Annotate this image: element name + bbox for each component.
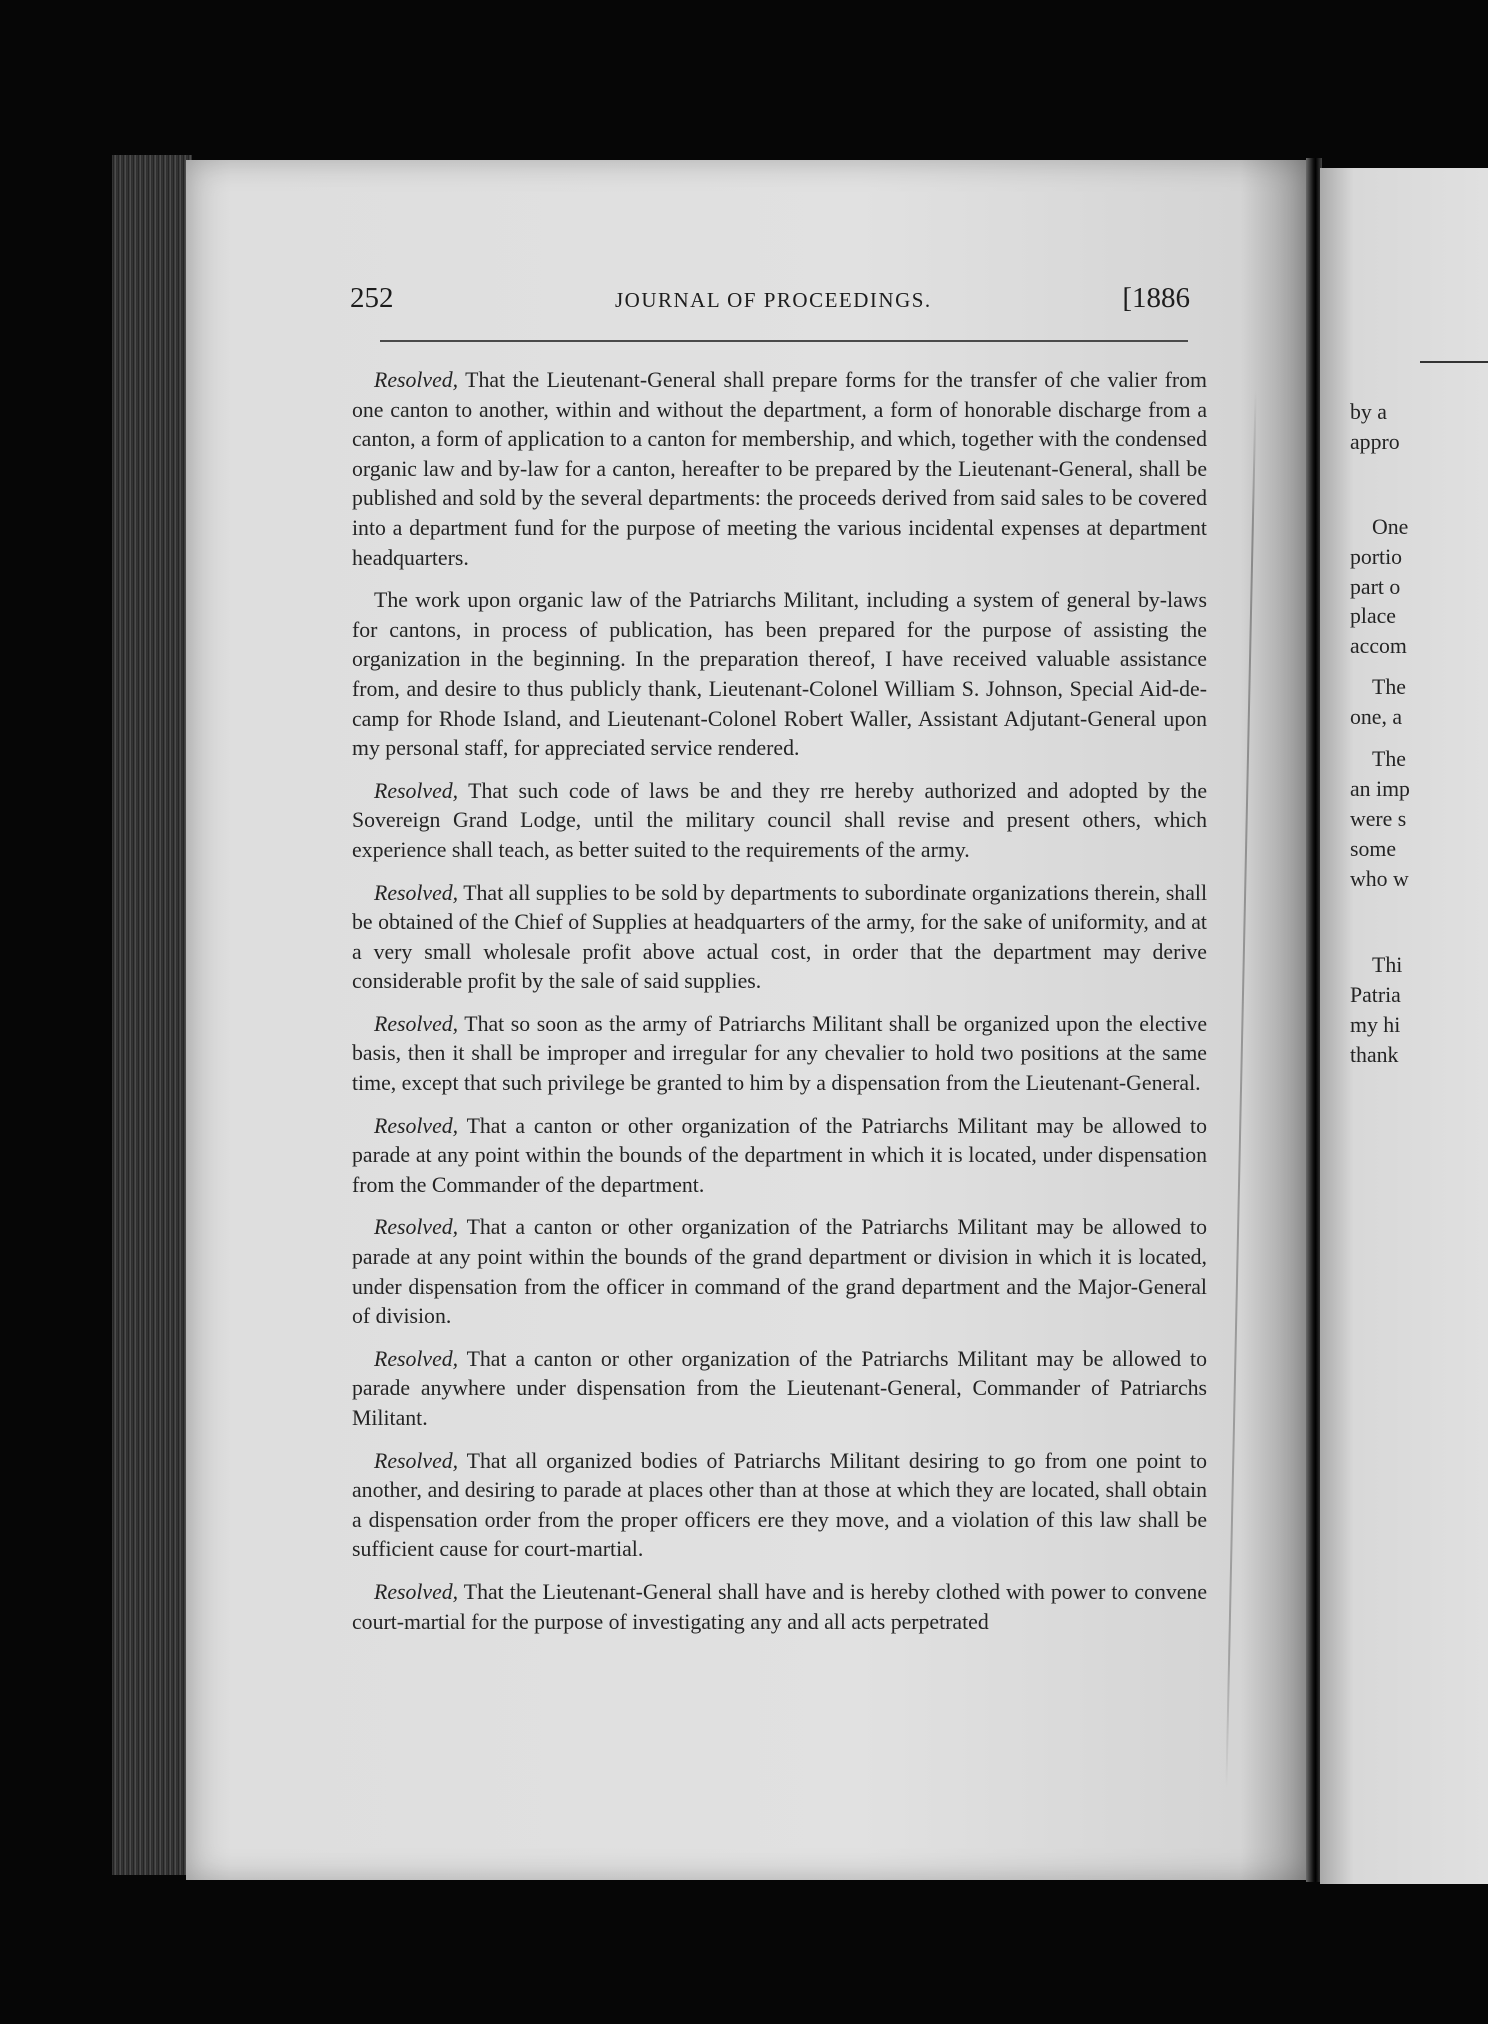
resolved-lead: Resolved, <box>374 1579 459 1604</box>
resolved-lead: Resolved, <box>374 368 459 392</box>
running-title: JOURNAL OF PROCEEDINGS. <box>615 288 932 312</box>
facing-page-line: one, a <box>1350 705 1403 729</box>
paragraph-text: That a canton or other organization of the Patriarchs Militant may be allowed to parade at any point within the bounds of the grand department or division in which it is located, under dispensation from the officer in command of the grand department and the Major-General of division. <box>352 1215 1207 1329</box>
paragraph <box>352 586 1207 764</box>
facing-page-line: accom <box>1350 634 1407 658</box>
facing-page-line: Thi <box>1372 953 1403 977</box>
facing-page-line: my hi <box>1350 1013 1401 1037</box>
paragraph <box>352 1010 1207 1099</box>
paragraph <box>352 1213 1207 1331</box>
facing-page-line: portio <box>1350 545 1403 569</box>
facing-page-line: The <box>1372 675 1406 699</box>
facing-page-line: place <box>1350 604 1396 628</box>
header-rule <box>380 340 1188 342</box>
page-header <box>350 278 1190 318</box>
facing-page-line: by a <box>1350 400 1387 424</box>
paragraph-text: That all supplies to be sold by departments to subordinate organizations therein, shall be obtained of the Chief of Supplies at headquarters of the army, for the sake of uniformity, and at a very small wholesale profit above actual cost, in order that the department may derive considerable profit by the sale of said supplies. <box>352 880 1207 994</box>
resolved-lead: Resolved, <box>374 778 459 803</box>
paragraph <box>352 366 1207 573</box>
resolved-lead: Resolved, <box>374 1448 459 1473</box>
paragraph-text: That a canton or other organization of the Patriarchs Militant may be allowed to parade at any point within the bounds of the department in which it is located, under dispensation from the Commander of the department. <box>352 1113 1207 1197</box>
facing-page-line: appro <box>1350 430 1400 454</box>
resolved-lead: Resolved, <box>374 1011 459 1036</box>
paragraph-text: The work upon organic law of the Patriarchs Militant, including a system of general by-laws for cantons, in process of publication, has been prepared for the purpose of assisting the organization in the beginning. In the preparation thereof, I have received valuable assistance from, and desire to thus publicly thank, Lieutenant-Colonel William S. Johnson, Special Aid-de-camp for Rhode Island, and Lieutenant-Colonel Robert Waller, Assistant Adjutant-General upon my personal staff, for appreciated service rendered. <box>352 588 1207 761</box>
page-number: 252 <box>350 282 394 314</box>
facing-page-line: One <box>1372 515 1409 539</box>
paragraph <box>352 1345 1207 1434</box>
book-page-edges <box>112 155 192 1875</box>
paragraph-text: That such code of laws be and they rre hereby authorized and adopted by the Sovereign Grand Lodge, until the military council shall revise and present others, which experience shall teach, as better suited to the requirements of the army. <box>352 778 1207 862</box>
paragraph-text: That so soon as the army of Patriarchs Militant shall be organized upon the elective basis, then it shall be improper and irregular for any chevalier to hold two positions at the same time, except that such privilege be granted to him by a dispensation from the Lieutenant-General. <box>352 1011 1207 1096</box>
facing-page-line: who w <box>1350 867 1409 891</box>
facing-page-line: part o <box>1350 575 1401 599</box>
header-year: [1886 <box>1122 282 1190 314</box>
resolved-lead: Resolved, <box>374 1215 459 1240</box>
paragraph-text: That a canton or other organization of the Patriarchs Militant may be allowed to parade anywhere under dispensation from the Lieutenant-General, Commander of Patriarchs Militant. <box>352 1346 1207 1430</box>
facing-page-line: were s <box>1350 807 1407 831</box>
paragraph <box>352 1447 1207 1565</box>
paragraph <box>352 1578 1207 1637</box>
paragraph <box>352 777 1207 866</box>
paragraph-text: That the Lieutenant-General shall have and is hereby clothed with power to convene court-martial for the purpose of investigating any and all acts perpetrated <box>352 1579 1207 1634</box>
paragraph <box>352 879 1207 997</box>
resolved-lead: Resolved, <box>374 1346 459 1371</box>
resolved-lead: Resolved, <box>374 880 459 905</box>
right-page-rule <box>1420 361 1488 363</box>
right-page <box>1320 168 1488 1884</box>
resolved-lead: Resolved, <box>374 1113 459 1138</box>
paragraph <box>352 1112 1207 1201</box>
facing-page-line: thank <box>1350 1043 1399 1067</box>
facing-page-line: an imp <box>1350 777 1410 801</box>
paragraph-text: That all organized bodies of Patriarchs Militant desiring to go from one point to another, and desiring to parade at places other than at those at which they are located, shall obtain a dispensation order from the proper officers ere they move, and a violation of this law shall be sufficient cause for court-martial. <box>352 1448 1207 1562</box>
facing-page-line: some <box>1350 837 1397 861</box>
facing-page-line: The <box>1372 747 1406 771</box>
facing-page-line: Patria <box>1350 983 1401 1007</box>
body-text <box>352 366 1207 1650</box>
paragraph-text: That the Lieutenant-General shall prepare forms for the transfer of che valier from one canton to another, within and without the department, a form of honorable discharge from a canton, a form of application to a canton for membership, and which, together with the condensed organic law and by-law for a canton, hereafter to be prepared by the Lieutenant-General, shall be published and sold by the several departments: the proceeds derived from said sales to be covered into a department fund for the purpose of meeting the various incidental expenses at department headquarters. <box>352 368 1207 570</box>
